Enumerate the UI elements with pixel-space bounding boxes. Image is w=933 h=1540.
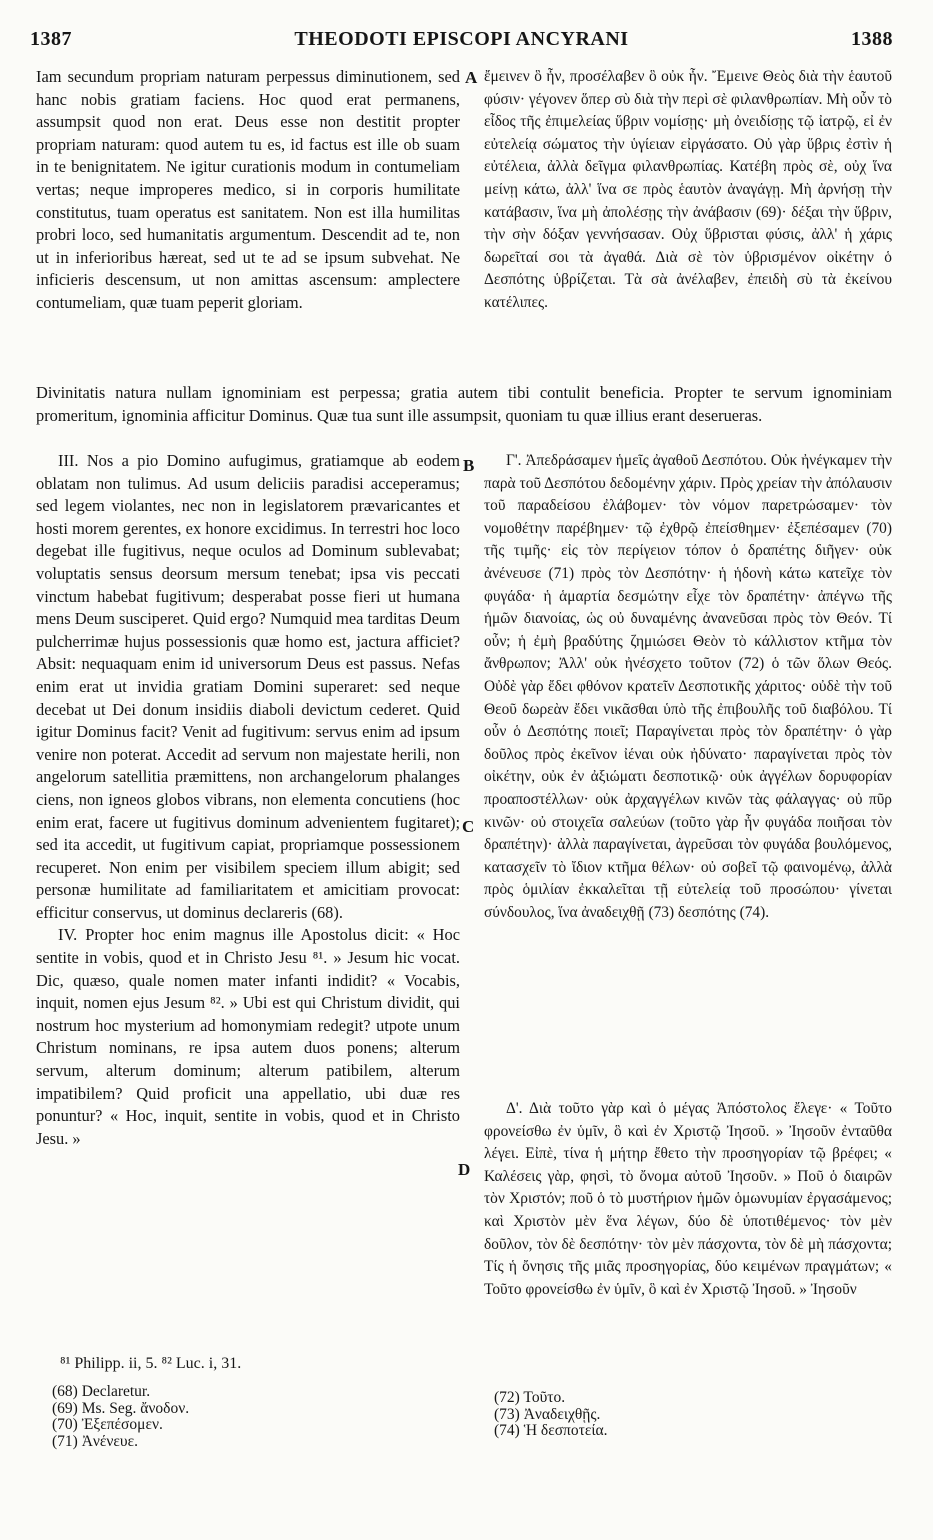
margin-letter-b: B: [463, 456, 475, 475]
margin-letter-c: C: [462, 817, 475, 836]
greek-column-main: [484, 450, 892, 924]
latin-paragraph: Iam secundum propriam naturam perpessus diminutionem, sed hanc nobis gratiam faciens. Hoc quod erat permanens, assumpsit quod non erat. Deus esse non destitit propter propriam naturam: quod autem tu es, id factus est ille ob suam in te benignitatem. Ne igitur curationis modum in contumeliam vertas; neque improperes medico, si in corporis humilitate constitutus, tuam operatus est sanitatem. Non est illa humilitas probri loco, sed humanitatis argumentum. Descendit ad te, non ut in inferioribus hæreat, sed ut te ad se ipsum subvehat. Ne inficieris descensum, ut non amittas ascensum: amplectere contumeliam, quæ tuam peperit gloriam.: [36, 67, 460, 312]
margin-letter-a: A: [465, 68, 478, 87]
footnote: (71) Ἀνένευε.: [52, 1432, 138, 1450]
page-number-right: 1388: [851, 28, 893, 50]
greek-section-gamma: Γ'. Ἀπεδράσαμεν ἡμεῖς ἀγαθοῦ Δεσπότου. Οὐκ ἠνέγκαμεν τὴν παρὰ τοῦ Δεσπότου δεδομένην χάριν. Πρὸς χρείαν τὴν ἀπόλαυσιν τοῦ παραδείσου ἐλάβομεν· τὸν νόμον παρετρώσαμεν· τὸν νομοθέτην παρέβημεν· τῷ ἐχθρῷ ἐπείσθημεν· ἐξεπέσαμεν (70) τῆς τιμῆς· εἰς τὸν περίγειον τόπον ὁ δραπέτης διῆγεν· οὐκ ἀνένευσε (71) πρὸς τὸν Δεσπότην· ἡ ἡδονὴ κάτω κατεῖχε τὸν φυγάδα· ἡ ἁμαρτία δεσμώτην εἶχε τὸν δραπέτην· ἀπέγνω τῆς ἡμῶν διανοίας, ὡς οὐ δυναμένης ἀνανεῦσαι πρὸς τὸν Θεόν. Τί οὖν; ἡ ἐμὴ βραδύτης ζημιώσει Θεὸν τὸ κάλλιστον κτῆμα τὸν ἄνθρωπον; Ἀλλ' οὐκ ἠνέσχετο τοῦτον (72) ὁ τῶν ὅλων Θεός. Οὐδὲ γὰρ ἔδει φθόνον κρατεῖν Δεσποτικῆς χάριτος· οὐδὲ τὴν τοῦ Θεοῦ δωρεὰν ἔδει νικᾶσθαι ὑπὸ τῆς ἐπιβουλῆς τοῦ διαβόλου. Τί οὖν ὁ Δεσπότης ποιεῖ; Παραγίνεται πρὸς τὸν δραπέτην· ὁ γὰρ δοῦλος πρὸς ἐκεῖνον ἰέναι οὐκ ἠδύνατο· παραγίνεται πρὸς τὸν οἰκέτην, οὐκ ἐν ἀξιώματι δεσποτικῷ· οὐκ ἀγγέλων δορυφορίαν προαποστέλλων· οὐκ ἀρχαγγέλων κινῶν τὰς φάλαγγας· οὐ πῦρ κινῶν· οὐ στοιχεῖα σαλεύων (τοῦτο γὰρ ἦν φυγάδα ποιῆσαι τὸν δραπέτην)· ἀλλὰ παραγίνεται, ἀγρεῦσαι τὸν φυγάδα βουλόμενος, κατασχεῖν τὸ ἴδιον κτῆμα θέλων· οὐ σοβεῖ τῷ φαινομένῳ, ἀλλὰ πρὸς ὁμιλίαν ἐκκαλεῖται τῇ εὐτελείᾳ τοῦ προσώπου· γίνεται σύνδουλος, ἵνα ἀναδειχθῇ (73) δεσπότης (74).: [484, 452, 892, 921]
latin-paragraph-continued: Divinitatis natura nullam ignominiam est perpessa; gratia autem tibi contulit beneficia. Propter te servum ignominiam promeritum, ignominia afficitur Dominus. Quæ tua sunt ille assumpsit, quoniam tu quæ illius erant deserueras.: [36, 383, 892, 425]
greek-section-delta: Δ'. Διὰ τοῦτο γὰρ καὶ ὁ μέγας Ἀπόστολος ἔλεγε· « Τοῦτο φρονείσθω ἐν ὑμῖν, ὃ καὶ ἐν Χριστῷ Ἰησοῦ. » Ἰησοῦν ἐνταῦθα λέγει. Εἰπὲ, τίνα ἡ μήτηρ ἔθετο τὴν προσηγορίαν τῷ βρέφει; « Καλέσεις γὰρ, φησὶ, τὸ ὄνομα αὐτοῦ Ἰησοῦν. » Ποῦ ὁ διαιρῶν τὸν Χριστόν; ποῦ ὁ τὸ μυστήριον ἡμῶν ὁμωνυμίαν ἐργασάμενος; καὶ Χριστὸν μὲν ἕνα λέγων, δύο δὲ ὑποτιθέμενος· τὸν μὲν δοῦλον, τὸν δὲ δεσπότην· τὸν μὲν πάσχοντα, τὸν δὲ μὴ πάσχοντα; Τίς ἡ ὄνησις τῆς μιᾶς προσηγορίας, δύο κειμένων πραγμάτων; « Τοῦτο φρονείσθω ἐν ὑμῖν, ὃ καὶ ἐν Χριστῷ Ἰησοῦ. » Ἰησοῦν: [484, 1100, 892, 1298]
page-number-left: 1387: [30, 28, 72, 50]
footnote: (73) Ἀναδειχθῇς.: [494, 1405, 601, 1423]
footnote: (74) Ἡ δεσποτεία.: [494, 1422, 608, 1440]
latin-section-iv: IV. Propter hoc enim magnus ille Apostolus dicit: « Hoc sentite in vobis, quod et in Christo Jesu ⁸¹. » Jesum hic vocat. Dic, quæso, quale nomen mater infanti indidit? « Vocabis, inquit, nomen ejus Jesum ⁸². » Ubi est qui Christum dividit, qui nostrum hoc mysterium ad homonymiam redegit? utpote unum Christum nominans, re ipsa autem duos ponens; alterum servum, alterum dominum; alterum patibilem, alterum impatibilem? Quid proficit una appellatio, ubi duæ res ponuntur? « Hoc, inquit, sentite in vobis, quod et in Christo Jesu. »: [36, 925, 460, 1148]
footnote: (70) Ἐξεπέσομεν.: [52, 1416, 163, 1434]
footnotes-left: [52, 1384, 189, 1450]
footnote: (72) Τοῦτο.: [494, 1389, 566, 1406]
latin-column-main: [36, 450, 460, 1150]
footnote: (69) Ms. Seg. ἄνοδον.: [52, 1399, 190, 1417]
margin-letter-d: D: [458, 1160, 471, 1179]
scripture-references: ⁸¹ Philipp. ii, 5. ⁸² Luc. i, 31.: [60, 1355, 242, 1372]
running-title: THEODOTI EPISCOPI ANCYRANI: [294, 28, 629, 50]
greek-column-lower: [484, 1098, 892, 1301]
footnotes-right: [494, 1390, 608, 1440]
running-header: [30, 28, 893, 54]
greek-column-top: [484, 66, 892, 315]
latin-section-iii: III. Nos a pio Domino aufugimus, gratiamque ab eodem oblatam non tulimus. Ad usum deliciis paradisi acceperamus; sed legem violantes, nec non in legislatorem prævaricantes et hosti morem gerentes, ex honore excidimus. In terrestri hoc loco degebat ille fugitivus, neque oculos ad Dominum sublevabat; voluptatis sensus deorsum mersum tenebat; ipsa vis peccati vinctum habebat fugitivum; desperabat posse fieri ut humana mens Deum susciperet. Quid ergo? Numquid mea tarditas Deum pulcherrimæ hujus possessionis quæ homo est, jactura afficiet? Absit: nequaquam enim id universorum Deus est passus. Nefas enim erat ut invidia gratiam Domini superaret: sed neque decebat ut Dei donum insidiis diaboli devictum cederet. Quid igitur Dominus facit? Venit ad fugitivum: servus enim ad ipsum venire non poterat. Accedit ad servum non majestate herili, non angelorum satellitia præmittens, non archangelorum phalanges ciens, non igneos globos vibrans, non elementa concutiens (hoc enim erat, facere ut fugitivus dominum advenientem fugitaret); sed ita accedit, ut fugitivum capiat, propriamque possessionem recuperet. Non enim per visibilem speciem illum abigit; sed personæ humilitate ad familiaritatem et amicitiam provocat: efficitur conservus, ut dominus declareris (68).: [36, 451, 460, 922]
greek-paragraph: ἔμεινεν ὃ ἦν, προσέλαβεν ὃ οὐκ ἦν. Ἔμεινε Θεὸς διὰ τὴν ἑαυτοῦ φύσιν· γέγονεν ὅπερ σὺ διὰ τὴν περὶ σὲ φιλανθρωπίαν. Μὴ οὖν τὸ εἶδος τῆς ἐπιμελείας ὕβριν νομίσῃς· μὴ ὀνειδίσῃς τῷ ἰατρῷ, εἰ ἐν εὐτελείᾳ σώματος τὴν ὑγίειαν εἰργάσατο. Οὐ γὰρ ὕβρις ἐστὶν ἡ εὐτέλεια, ἀλλὰ δεῖγμα φιλανθρωπίας. Κατέβη πρὸς σὲ, οὐχ ἵνα μείνῃ κάτω, ἀλλ' ἵνα σε πρὸς ἑαυτὸν ἀναγάγῃ. Μὴ ἀρνήσῃ τὴν κατάβασιν, ἵνα μὴ ἀπολέσῃς τὴν ἀνάβασιν (69)· δέξαι τὴν ὕβριν, τὴν σὴν δόξαν γεννήσασαν. Οὐχ ὕβρισται φύσις, ἀλλ' ἡ χάρις δωρεῖταί σοι τὰ ἀγαθά. Διὰ σὲ τὸν ὑβρισμένον οἰκέτην ὁ Δεσπότης ὑβρίζεται. Τὰ σὰ ἀνέλαβεν, ἐπειδὴ σὺ τὰ ἐκείνου κατέλιπες.: [484, 68, 892, 311]
full-width-latin: [36, 382, 892, 427]
latin-column-top: [36, 66, 460, 315]
footnote: (68) Declaretur.: [52, 1383, 151, 1400]
